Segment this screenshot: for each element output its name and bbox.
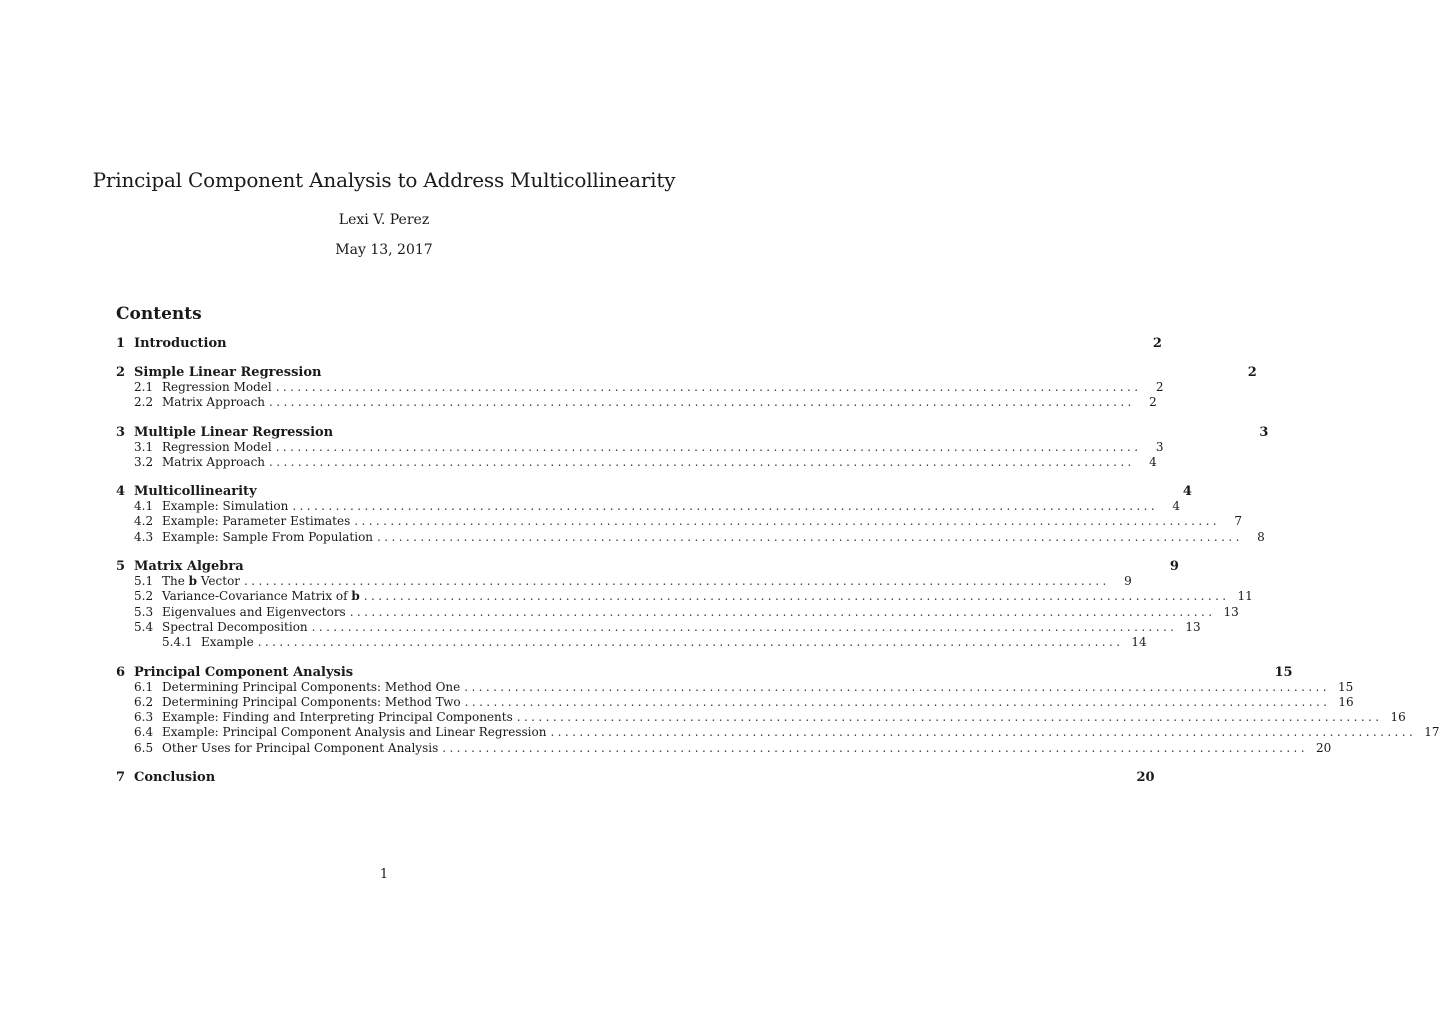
toc-page-number: 14 xyxy=(1131,635,1147,650)
toc-page-number: 13 xyxy=(1223,604,1239,619)
toc-subsection-number: 6.2 xyxy=(134,694,154,709)
toc-title-text: Vector xyxy=(197,574,241,589)
toc-leader: ........................................................................................................................ xyxy=(377,529,1243,544)
toc-subentry[interactable] xyxy=(116,725,1439,740)
toc-subsection-number: 3.2 xyxy=(134,454,154,469)
toc-page-number: 20 xyxy=(1315,740,1332,755)
toc-subsection-title: Example: Principal Component Analysis and Linear Regression xyxy=(162,725,547,740)
toc-subsubentry[interactable] xyxy=(116,635,1147,650)
toc-title-bold-symbol: b xyxy=(351,589,360,604)
toc-title-bold-symbol: b xyxy=(188,574,198,589)
toc-entry[interactable] xyxy=(116,558,1179,575)
toc-subentry[interactable] xyxy=(116,619,1201,635)
toc-leader: ........................................................................................................................ xyxy=(275,380,1142,394)
toc-subsection-number: 5.4.1 xyxy=(162,635,193,650)
toc-page-number: 11 xyxy=(1237,589,1253,604)
toc-subentry[interactable] xyxy=(116,514,1243,529)
toc-subsection-number: 5.2 xyxy=(134,589,154,604)
toc-leader: ........................................................................................................................ xyxy=(464,679,1330,694)
toc-leader: ........................................................................................................................ xyxy=(550,725,1417,740)
toc-page-number: 2 xyxy=(1155,380,1164,394)
toc-entry[interactable] xyxy=(116,335,1162,351)
toc-subsection-title: Spectral Decomposition xyxy=(162,619,308,634)
toc-leader: ........................................................................................................................ xyxy=(269,454,1135,469)
toc-subsection-title: Determining Principal Components: Method Two xyxy=(162,694,461,709)
toc-subentry[interactable] xyxy=(116,529,1265,545)
toc-page-number: 13 xyxy=(1185,619,1201,634)
toc-page-number: 9 xyxy=(1124,574,1132,589)
paper-date: May 13, 2017 xyxy=(335,242,433,258)
toc-subentry[interactable] xyxy=(116,574,1132,589)
toc-page-number: 15 xyxy=(1274,664,1293,680)
contents-heading: Contents xyxy=(116,304,202,324)
toc-subsection-number: 4.2 xyxy=(134,514,154,529)
toc-subsection-title: Example xyxy=(201,635,254,650)
toc-subsection-title: Example: Parameter Estimates xyxy=(162,514,351,529)
toc-page-number: 2 xyxy=(1152,336,1162,351)
toc-subsection-title xyxy=(162,574,240,589)
toc-title-text: The xyxy=(162,574,189,589)
page-number: 1 xyxy=(379,867,389,882)
toc-subentry[interactable] xyxy=(116,454,1157,470)
toc-subsection-number: 4.3 xyxy=(134,529,154,544)
toc-page-number: 2 xyxy=(1247,365,1257,380)
toc-page-number: 4 xyxy=(1149,454,1157,469)
toc-section xyxy=(116,424,1269,471)
toc-subsection-title: Other Uses for Principal Component Analysis xyxy=(162,740,439,755)
toc-subentry[interactable] xyxy=(116,439,1164,455)
toc-page-number: 7 xyxy=(1234,514,1243,529)
toc-subentry[interactable] xyxy=(116,740,1332,756)
toc-section-title: Multicollinearity xyxy=(134,484,257,500)
toc-section-number: 4 xyxy=(116,484,126,500)
toc-leader: ........................................................................................................................ xyxy=(244,574,1110,589)
toc-section-number: 5 xyxy=(116,559,126,575)
toc-entry[interactable] xyxy=(116,364,1257,380)
toc-entry[interactable] xyxy=(116,664,1293,680)
toc-page-number: 17 xyxy=(1424,725,1439,740)
toc-section-number: 1 xyxy=(116,336,126,351)
toc-page-number: 4 xyxy=(1172,499,1181,514)
toc-page-number: 8 xyxy=(1257,529,1265,544)
toc-section-title: Multiple Linear Regression xyxy=(134,424,334,440)
toc-subentry[interactable] xyxy=(116,380,1164,395)
toc-subsection-number: 6.1 xyxy=(134,679,154,694)
toc-page-number: 20 xyxy=(1136,770,1155,786)
toc-leader: ........................................................................................................................ xyxy=(464,694,1331,709)
toc-section xyxy=(116,558,1253,650)
toc-subsection-title: Example: Sample From Population xyxy=(162,529,374,544)
toc-subsection-number: 4.1 xyxy=(134,499,154,514)
toc-section xyxy=(116,364,1257,411)
toc-page-number: 2 xyxy=(1149,395,1157,410)
toc-page-number: 9 xyxy=(1169,559,1179,575)
toc-leader: ........................................................................................................................ xyxy=(292,499,1159,514)
toc-subsection-number: 2.2 xyxy=(134,395,154,410)
toc-subsection-number: 3.1 xyxy=(134,439,154,454)
toc-page-number: 3 xyxy=(1155,439,1164,454)
toc-section-title: Principal Component Analysis xyxy=(134,664,354,680)
toc-title-text: Variance-Covariance Matrix of xyxy=(162,589,352,604)
toc-subsection-title xyxy=(162,589,360,604)
toc-subsection-title: Matrix Approach xyxy=(162,395,266,410)
toc-section xyxy=(116,664,1439,756)
toc-leader: ........................................................................................................................ xyxy=(363,589,1230,604)
toc-section xyxy=(116,335,1162,351)
toc-subsection-title: Regression Model xyxy=(162,380,272,394)
toc-subsection-number: 6.3 xyxy=(134,710,154,725)
toc-subentry[interactable] xyxy=(116,604,1239,620)
toc-section xyxy=(116,483,1265,545)
toc-leader: ........................................................................................................................ xyxy=(354,514,1221,529)
toc-subentry[interactable] xyxy=(116,499,1181,514)
toc-page-number: 15 xyxy=(1337,679,1354,694)
toc-subsection-number: 5.4 xyxy=(134,619,154,634)
toc-subsection-title: Eigenvalues and Eigenvectors xyxy=(162,604,346,619)
toc-section xyxy=(116,769,1155,786)
toc-section-number: 6 xyxy=(116,664,126,680)
toc-section-number: 2 xyxy=(116,365,126,380)
toc-subentry[interactable] xyxy=(116,710,1406,725)
toc-subsection-number: 6.4 xyxy=(134,725,154,740)
toc-page-number: 16 xyxy=(1390,710,1406,725)
toc-leader: ........................................................................................................................ xyxy=(349,604,1216,619)
toc-section-title: Simple Linear Regression xyxy=(134,365,322,380)
toc-subentry[interactable] xyxy=(116,679,1354,695)
toc-subentry[interactable] xyxy=(116,694,1354,710)
toc-subsection-number: 5.3 xyxy=(134,604,154,619)
toc-subsection-title: Example: Simulation xyxy=(162,499,289,514)
toc-leader: ........................................................................................................................ xyxy=(275,439,1142,454)
toc-subsection-title: Matrix Approach xyxy=(162,454,266,469)
toc-subentry[interactable] xyxy=(116,395,1157,410)
toc-section-number: 3 xyxy=(116,424,126,440)
toc-subsection-title: Example: Finding and Interpreting Principal Components xyxy=(162,710,513,725)
toc-subsection-number: 6.5 xyxy=(134,740,154,755)
toc-subsection-number: 2.1 xyxy=(134,380,154,394)
toc-page-number: 4 xyxy=(1182,484,1192,500)
toc-page-number: 16 xyxy=(1338,694,1354,709)
paper-title: Principal Component Analysis to Address Multicollinearity xyxy=(92,168,676,192)
toc-entry[interactable] xyxy=(116,769,1155,786)
toc-leader: ........................................................................................................................ xyxy=(442,740,1308,755)
toc-section-title: Matrix Algebra xyxy=(134,559,244,575)
toc-leader: ........................................................................................................................ xyxy=(257,635,1124,650)
table-of-contents xyxy=(116,335,1439,786)
toc-section-title: Conclusion xyxy=(134,770,216,786)
toc-entry[interactable] xyxy=(116,483,1192,500)
toc-section-title: Introduction xyxy=(134,336,227,351)
toc-subentry[interactable] xyxy=(116,589,1253,604)
toc-subsection-title: Determining Principal Components: Method One xyxy=(162,679,461,694)
toc-leader: ........................................................................................................................ xyxy=(516,710,1383,725)
toc-section-number: 7 xyxy=(116,770,126,786)
toc-entry[interactable] xyxy=(116,424,1269,440)
toc-page-number: 3 xyxy=(1259,424,1269,440)
toc-subsection-number: 5.1 xyxy=(134,574,154,589)
toc-leader: ........................................................................................................................ xyxy=(311,619,1178,634)
toc-leader: ........................................................................................................................ xyxy=(269,395,1135,410)
toc-subsection-title: Regression Model xyxy=(162,439,272,454)
paper-author: Lexi V. Perez xyxy=(338,212,430,228)
